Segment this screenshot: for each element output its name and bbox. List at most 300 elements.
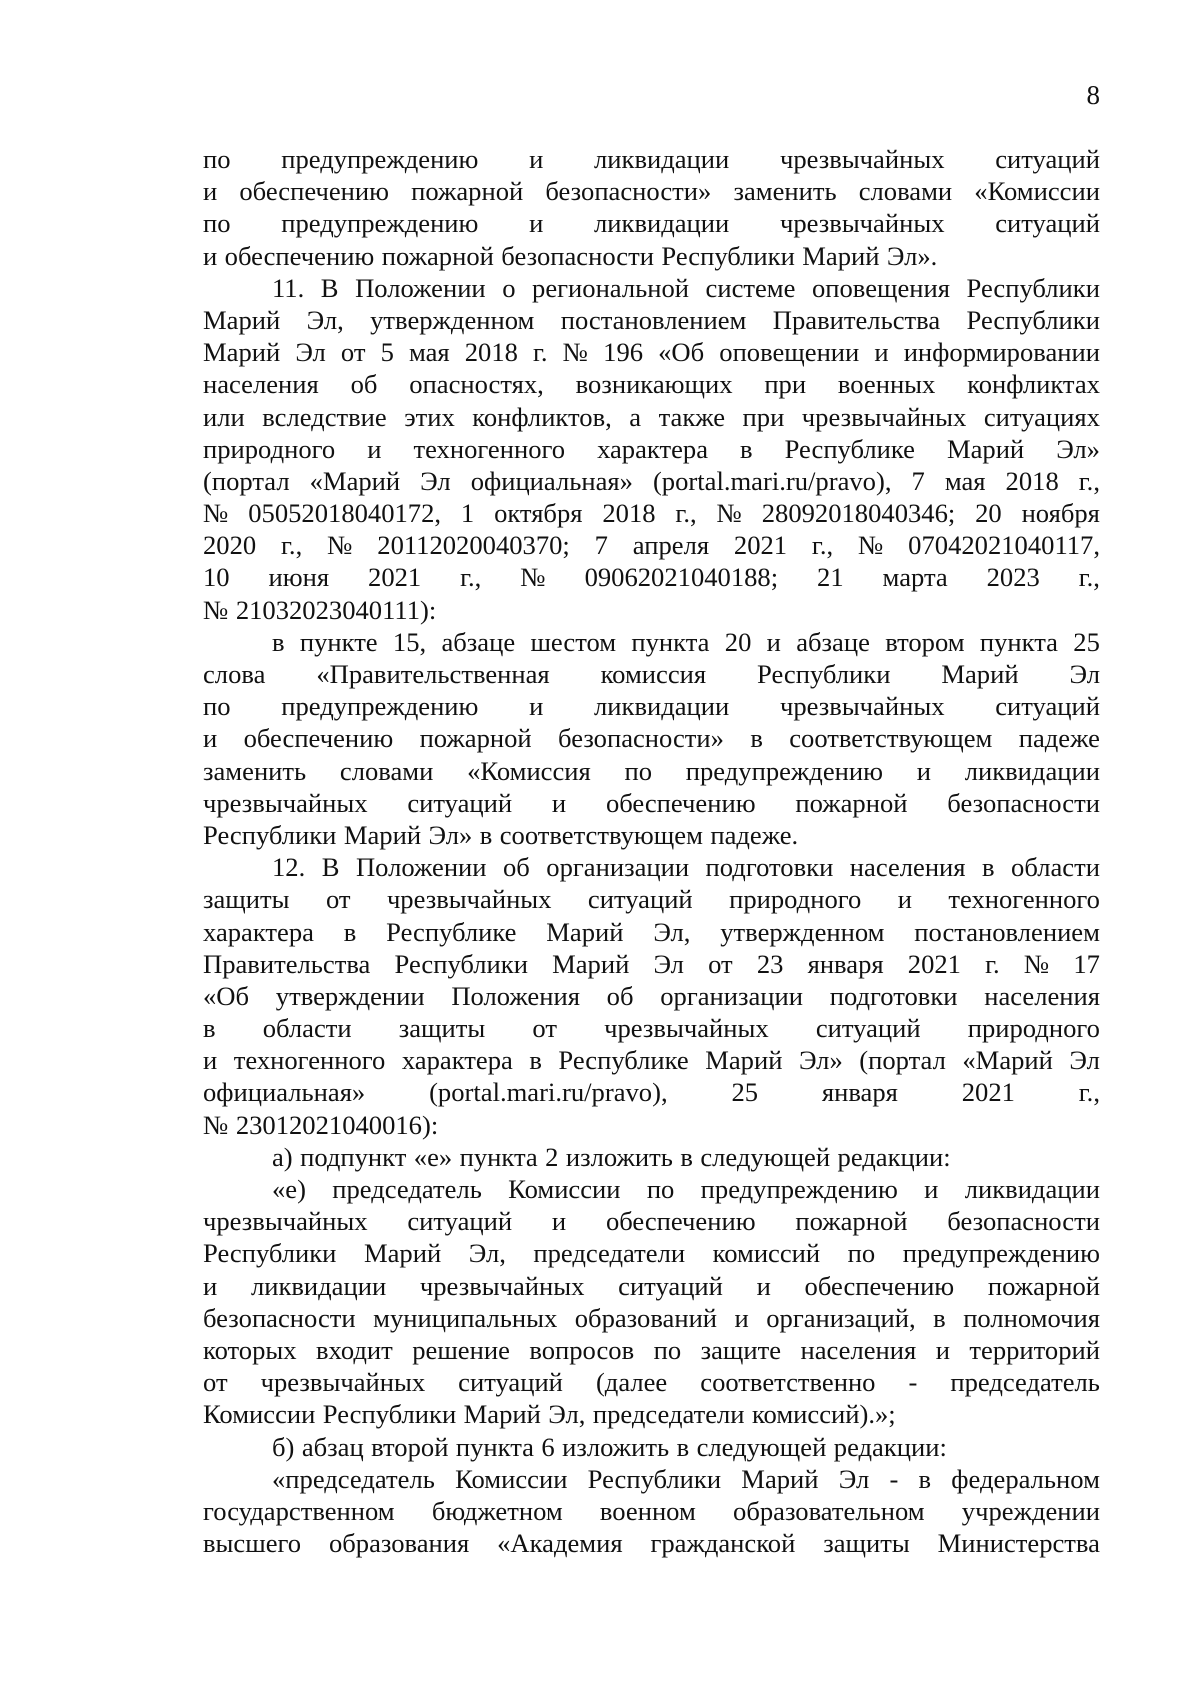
text-line bbox=[203, 948, 1100, 980]
word: Эл». bbox=[886, 240, 938, 271]
word: и bbox=[203, 1270, 218, 1301]
word: региональной bbox=[532, 272, 689, 303]
word: и bbox=[203, 1045, 218, 1076]
word: и bbox=[203, 723, 218, 754]
word: «Комиссии bbox=[974, 176, 1100, 207]
word: чрезвычайных bbox=[260, 1367, 426, 1398]
word: Марий bbox=[802, 240, 880, 271]
word: 2021 bbox=[733, 530, 788, 561]
text-line bbox=[203, 883, 1100, 915]
word: Эл bbox=[838, 1463, 870, 1494]
word: характера bbox=[597, 433, 709, 464]
word: (далее bbox=[595, 1367, 668, 1398]
word: изложить bbox=[565, 1141, 673, 1172]
word: в bbox=[740, 433, 753, 464]
word: чрезвычайных bbox=[779, 208, 945, 239]
word: от bbox=[532, 1013, 557, 1044]
word: председатели bbox=[592, 1399, 745, 1430]
word: октября bbox=[494, 498, 583, 529]
word: слова bbox=[203, 659, 266, 689]
word: оповещения bbox=[811, 272, 950, 303]
word: ситуаций bbox=[458, 1367, 563, 1398]
word: и bbox=[529, 691, 544, 722]
word: изложить bbox=[562, 1431, 670, 1462]
text-line bbox=[203, 1431, 1100, 1463]
word: Марий bbox=[463, 1399, 541, 1430]
word: и bbox=[529, 208, 544, 239]
word: января bbox=[821, 1077, 898, 1108]
word: ликвидации bbox=[594, 144, 730, 174]
word: также bbox=[658, 401, 726, 432]
word: безопасности» bbox=[558, 723, 724, 754]
word: 20112020040370; bbox=[377, 530, 570, 561]
word: комиссия bbox=[600, 659, 707, 689]
word: абзац bbox=[301, 1431, 364, 1462]
word: 28092018040346; bbox=[761, 498, 956, 529]
word: заменить bbox=[733, 176, 837, 207]
word: при bbox=[742, 401, 785, 432]
word: 23 bbox=[756, 948, 784, 979]
text-line bbox=[203, 1237, 1100, 1269]
word: г. bbox=[985, 948, 1000, 979]
word: по bbox=[203, 144, 231, 174]
word: Марий bbox=[546, 916, 624, 947]
word: Эл bbox=[420, 465, 451, 496]
text-line bbox=[203, 529, 1100, 561]
word: чрезвычайных bbox=[604, 1013, 769, 1044]
word: 20 bbox=[975, 498, 1002, 529]
word: «Академия bbox=[497, 1528, 623, 1559]
word: 2020 bbox=[203, 530, 257, 561]
word: «Комиссия bbox=[467, 755, 591, 786]
text-line bbox=[203, 304, 1100, 336]
word: ситуаций bbox=[407, 1206, 513, 1237]
text-line bbox=[203, 1076, 1100, 1108]
text-line bbox=[203, 1463, 1100, 1495]
word: пожарной bbox=[381, 240, 494, 271]
word: по bbox=[646, 1174, 675, 1204]
word: марта bbox=[882, 562, 948, 593]
word: чрезвычайных bbox=[779, 691, 945, 722]
word: б) bbox=[272, 1431, 295, 1462]
word: при bbox=[764, 369, 807, 400]
word: (портал bbox=[203, 465, 290, 496]
text-line bbox=[203, 175, 1100, 207]
word: населения bbox=[203, 369, 319, 400]
word: Министерства bbox=[937, 1528, 1100, 1559]
word: ноября bbox=[1021, 498, 1100, 529]
word: территорий bbox=[969, 1334, 1100, 1365]
word: в bbox=[918, 1463, 932, 1494]
text-line bbox=[203, 1270, 1100, 1302]
word: (портал bbox=[859, 1045, 946, 1076]
word: в bbox=[479, 819, 493, 850]
word: от bbox=[708, 948, 733, 979]
word: утвержденном bbox=[370, 304, 535, 335]
text-line bbox=[203, 658, 1100, 690]
word: безопасности bbox=[947, 1206, 1100, 1237]
word: в bbox=[750, 723, 763, 754]
word: № bbox=[857, 530, 884, 561]
word: 21032023040111): bbox=[235, 594, 437, 625]
word: председатель bbox=[332, 1174, 482, 1204]
text-line bbox=[203, 980, 1100, 1012]
word: Марий bbox=[363, 1238, 442, 1269]
word: Положения bbox=[451, 980, 580, 1011]
word: предупреждению bbox=[281, 208, 479, 239]
word: обеспечению bbox=[605, 787, 756, 818]
word: (portal.mari.ru/pravo), bbox=[652, 465, 892, 496]
word: ликвидации bbox=[594, 208, 730, 239]
word: защиты bbox=[823, 1528, 910, 1559]
word: г., bbox=[1078, 562, 1100, 593]
word: организации bbox=[660, 980, 804, 1011]
word: федеральном bbox=[951, 1463, 1100, 1494]
word: по bbox=[653, 1334, 682, 1365]
word: Марий bbox=[741, 1463, 819, 1494]
word: и bbox=[766, 626, 781, 657]
word: и bbox=[924, 1174, 939, 1204]
word: предупреждению bbox=[281, 144, 479, 174]
word: г., bbox=[281, 530, 303, 561]
word: июня bbox=[268, 562, 330, 593]
text-line bbox=[203, 1141, 1100, 1173]
word: ликвидации bbox=[964, 755, 1100, 786]
text-line bbox=[203, 272, 1100, 304]
word: образования bbox=[328, 1528, 470, 1559]
word: защиты bbox=[203, 884, 290, 915]
word: Эл, bbox=[468, 1238, 506, 1269]
word: 05052018040172, bbox=[248, 498, 442, 529]
word: Положении bbox=[355, 272, 486, 303]
text-line bbox=[203, 1044, 1100, 1076]
word: официальная» bbox=[203, 1077, 366, 1108]
word: Марий bbox=[203, 337, 281, 368]
text-line bbox=[203, 1527, 1100, 1559]
word: Эл, bbox=[306, 304, 344, 335]
word: природного bbox=[203, 433, 336, 464]
word: и bbox=[874, 337, 889, 368]
text-line bbox=[203, 207, 1100, 239]
word: от bbox=[325, 884, 351, 915]
word: вопросов bbox=[529, 1334, 635, 1365]
word: Комиссии bbox=[203, 1399, 316, 1430]
word: пункте bbox=[299, 626, 378, 657]
word: образований bbox=[574, 1302, 718, 1333]
word: соответствующем bbox=[789, 723, 993, 754]
word: 15, bbox=[392, 626, 427, 657]
word: 20 bbox=[724, 626, 752, 657]
word: № bbox=[562, 337, 589, 368]
word: о bbox=[502, 272, 516, 303]
text-line bbox=[203, 336, 1100, 368]
word: № bbox=[716, 498, 742, 529]
text-line bbox=[203, 690, 1100, 722]
word: и bbox=[551, 787, 567, 818]
word: комиссий).»; bbox=[751, 1399, 896, 1430]
word: и bbox=[756, 1270, 771, 1301]
word: ситуаций bbox=[587, 884, 693, 915]
word: 09062021040188; bbox=[584, 562, 779, 593]
text-line bbox=[203, 1302, 1100, 1334]
word: «Об bbox=[203, 980, 250, 1011]
word: «Об bbox=[658, 337, 705, 368]
word: в bbox=[203, 1013, 216, 1044]
word: и bbox=[734, 1302, 749, 1333]
text-line bbox=[203, 1334, 1100, 1366]
word: и bbox=[367, 433, 382, 464]
word: Эл bbox=[295, 337, 326, 368]
word: техногенного bbox=[948, 884, 1100, 915]
word: - bbox=[889, 1463, 899, 1494]
text-line bbox=[203, 1495, 1100, 1527]
word: обеспечению bbox=[804, 1270, 955, 1301]
word: ситуаций bbox=[995, 691, 1100, 722]
word: 2021 bbox=[961, 1077, 1015, 1108]
word: чрезвычайных bbox=[779, 144, 945, 174]
word: пункта bbox=[979, 626, 1058, 657]
word: апреля bbox=[632, 530, 710, 561]
word: учреждении bbox=[961, 1495, 1100, 1526]
word: и bbox=[935, 1334, 950, 1365]
word: Эл bbox=[1069, 659, 1100, 689]
word: безопасности bbox=[203, 1302, 356, 1333]
word: Марий bbox=[343, 819, 422, 850]
word: в bbox=[272, 626, 285, 657]
word: бюджетном bbox=[431, 1495, 563, 1526]
word: мая bbox=[408, 337, 450, 368]
word: 2 bbox=[545, 1141, 559, 1172]
word: 23012021040016): bbox=[235, 1109, 439, 1140]
word: и bbox=[203, 176, 218, 207]
word: защите bbox=[700, 1334, 782, 1365]
word: Марий bbox=[946, 433, 1025, 464]
word: подготовки bbox=[829, 980, 958, 1011]
word: информировании bbox=[903, 337, 1100, 368]
word: комиссий bbox=[712, 1238, 821, 1269]
word: техногенного bbox=[233, 1045, 386, 1076]
word: г., bbox=[1078, 1077, 1100, 1108]
word: пожарной bbox=[795, 787, 908, 818]
word: этих bbox=[404, 401, 455, 432]
word: постановлением bbox=[914, 916, 1100, 947]
text-line bbox=[203, 1173, 1100, 1205]
word: и bbox=[916, 755, 931, 786]
word: падеже bbox=[1018, 723, 1100, 754]
word: мая bbox=[944, 465, 986, 496]
word: которых bbox=[203, 1334, 297, 1365]
word: чрезвычайных bbox=[203, 787, 368, 818]
word: в bbox=[680, 1141, 693, 1172]
word: опасностях, bbox=[409, 369, 544, 400]
text-line bbox=[203, 851, 1100, 883]
word: и bbox=[203, 240, 218, 271]
word: безопасности bbox=[947, 787, 1100, 818]
word: Республики bbox=[587, 1463, 722, 1494]
text-line bbox=[203, 1205, 1100, 1237]
word: словами bbox=[339, 755, 434, 786]
word: Положении bbox=[355, 852, 487, 883]
word: в bbox=[343, 916, 357, 947]
word: конфликтов, bbox=[472, 401, 612, 432]
word: пункта bbox=[455, 1431, 534, 1462]
word: утверждении bbox=[275, 980, 425, 1011]
word: оповещении bbox=[719, 337, 860, 368]
word: № bbox=[203, 498, 229, 529]
text-line bbox=[203, 1012, 1100, 1044]
word: или bbox=[203, 401, 245, 432]
word: ликвидации bbox=[964, 1174, 1100, 1204]
word: соответственно bbox=[700, 1367, 876, 1398]
word: муниципальных bbox=[373, 1302, 558, 1333]
word: ситуаций bbox=[815, 1013, 921, 1044]
word: по bbox=[624, 755, 653, 786]
word: Республики bbox=[203, 819, 337, 850]
word: Правительства bbox=[203, 948, 371, 979]
word: 5 bbox=[380, 337, 394, 368]
word: пункта bbox=[459, 1141, 538, 1172]
word: области bbox=[1011, 852, 1100, 883]
word: 2021 bbox=[368, 562, 422, 593]
word: постановлением bbox=[560, 304, 747, 335]
word: характера bbox=[203, 916, 314, 947]
word: по bbox=[203, 691, 231, 722]
word: января bbox=[807, 948, 884, 979]
text-line bbox=[203, 401, 1100, 433]
text-line bbox=[203, 368, 1100, 400]
word: заменить bbox=[203, 755, 307, 786]
word: следующей bbox=[696, 1431, 827, 1462]
word: ситуаций bbox=[407, 787, 513, 818]
word: второй bbox=[371, 1431, 449, 1462]
text-line bbox=[203, 755, 1100, 787]
word: абзаце bbox=[796, 626, 870, 657]
word: Республике bbox=[386, 916, 517, 947]
word: ликвидации bbox=[594, 691, 730, 722]
word: 25 bbox=[1073, 626, 1100, 657]
word: 17 bbox=[1073, 948, 1100, 979]
word: вследствие bbox=[262, 401, 387, 432]
word: падеже. bbox=[710, 819, 799, 850]
word: области bbox=[262, 1013, 352, 1044]
word: 7 bbox=[911, 465, 925, 496]
word: Эл bbox=[1069, 1045, 1100, 1076]
word: Эл bbox=[653, 948, 684, 979]
word: Эл» bbox=[798, 1045, 843, 1076]
word: высшего bbox=[203, 1528, 302, 1559]
text-line bbox=[203, 497, 1100, 529]
word: Республики bbox=[394, 948, 528, 979]
word: населения bbox=[800, 1334, 917, 1365]
word: шестом bbox=[530, 626, 617, 657]
word: а bbox=[629, 401, 642, 432]
word: ситуаций bbox=[618, 1270, 723, 1301]
word: 10 bbox=[203, 562, 230, 593]
word: Республики bbox=[203, 1238, 337, 1269]
word: «е) bbox=[272, 1174, 306, 1204]
word: населения bbox=[849, 852, 966, 883]
word: 7 bbox=[594, 530, 608, 561]
word: (portal.mari.ru/pravo), bbox=[429, 1077, 668, 1108]
word: от bbox=[203, 1367, 228, 1398]
word: 25 bbox=[731, 1077, 759, 1108]
word: об bbox=[606, 980, 634, 1011]
word: защиты bbox=[398, 1013, 486, 1044]
word: возникающих bbox=[575, 369, 733, 400]
word: чрезвычайных bbox=[419, 1270, 585, 1301]
document-body bbox=[203, 143, 1100, 1559]
word: организаций, bbox=[766, 1302, 916, 1333]
word: Республики bbox=[966, 304, 1100, 335]
word: образовательном bbox=[733, 1495, 925, 1526]
word: пожарной bbox=[419, 723, 532, 754]
word: 12. bbox=[272, 852, 306, 883]
word: обеспечению bbox=[224, 240, 375, 271]
word: обеспечению bbox=[605, 1206, 756, 1237]
word: № bbox=[327, 530, 353, 561]
word: и bbox=[529, 144, 544, 174]
word: г., bbox=[460, 562, 482, 593]
word: подпункт bbox=[300, 1141, 407, 1172]
word: следующей bbox=[700, 1141, 831, 1172]
word: безопасности» bbox=[545, 176, 712, 207]
word: техногенного bbox=[413, 433, 566, 464]
word: государственном bbox=[203, 1495, 395, 1526]
word: военных bbox=[837, 369, 936, 400]
text-line bbox=[203, 787, 1100, 819]
word: В bbox=[320, 272, 339, 303]
word: безопасности bbox=[501, 240, 654, 271]
word: «е» bbox=[413, 1141, 453, 1172]
word: чрезвычайных bbox=[386, 884, 552, 915]
word: ситуаций bbox=[995, 144, 1100, 174]
word: предупреждению bbox=[685, 755, 883, 786]
word: В bbox=[321, 852, 340, 883]
word: природного bbox=[729, 884, 862, 915]
word: 07042021040117, bbox=[908, 530, 1100, 561]
word: Марий bbox=[705, 1045, 783, 1076]
word: чрезвычайных bbox=[203, 1206, 368, 1237]
word: обеспечению bbox=[239, 176, 389, 207]
word: ликвидации bbox=[250, 1270, 387, 1301]
word: втором bbox=[885, 626, 965, 657]
word: ситуаций bbox=[995, 208, 1100, 239]
word: населения bbox=[984, 980, 1100, 1011]
text-line bbox=[203, 1398, 1100, 1430]
word: предупреждению bbox=[281, 691, 479, 722]
word: Эл» bbox=[428, 819, 473, 850]
word: Комиссии bbox=[508, 1174, 621, 1204]
word: от bbox=[340, 337, 366, 368]
word: системе bbox=[705, 272, 796, 303]
word: г. bbox=[533, 337, 548, 368]
word: организации bbox=[546, 852, 690, 883]
word: чрезвычайных bbox=[801, 401, 967, 432]
word: 21 bbox=[817, 562, 844, 593]
word: решение bbox=[412, 1334, 510, 1365]
text-line bbox=[203, 594, 1100, 626]
text-line bbox=[203, 626, 1100, 658]
word: по bbox=[847, 1238, 876, 1269]
text-line bbox=[203, 1366, 1100, 1398]
word: предупреждению bbox=[700, 1174, 898, 1204]
word: г., bbox=[675, 498, 697, 529]
word: «Марий bbox=[962, 1045, 1053, 1076]
word: абзаце bbox=[441, 626, 516, 657]
word: об bbox=[503, 852, 530, 883]
word: в bbox=[676, 1431, 690, 1462]
word: пожарной bbox=[987, 1270, 1100, 1301]
